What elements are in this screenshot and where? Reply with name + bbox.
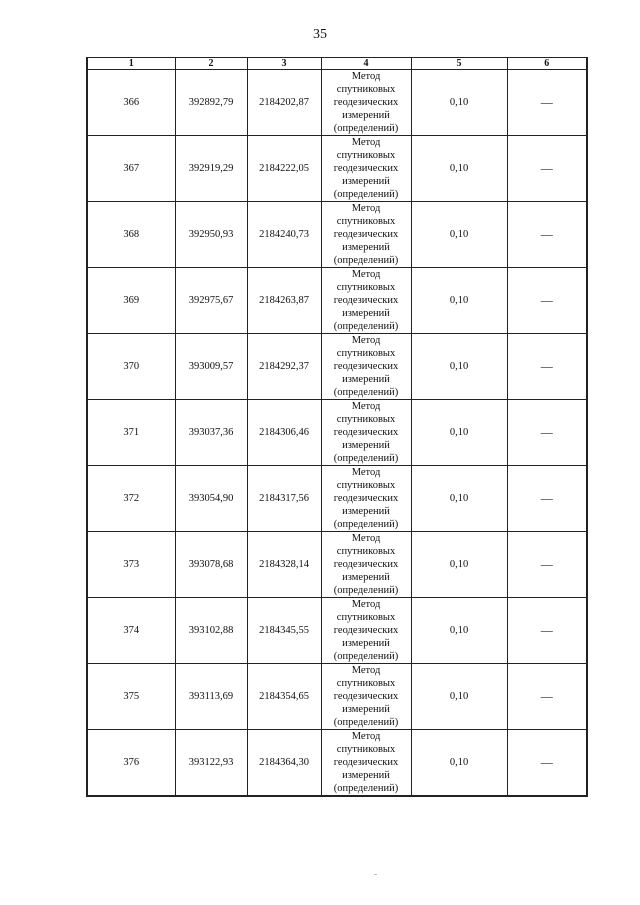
table-header-row bbox=[87, 58, 587, 70]
method-line: геодезических bbox=[333, 229, 399, 240]
point-number-cell: 369 bbox=[87, 268, 175, 334]
accuracy-cell: 0,10 bbox=[411, 400, 507, 466]
y-coordinate-cell: 2184345,55 bbox=[247, 598, 321, 664]
x-coordinate-cell: 393113,69 bbox=[175, 664, 247, 730]
method-line: измерений bbox=[342, 770, 390, 781]
method-line: спутниковых bbox=[336, 744, 396, 755]
note-cell: — bbox=[507, 70, 587, 136]
accuracy-cell: 0,10 bbox=[411, 202, 507, 268]
method-cell bbox=[321, 334, 411, 400]
method-cell bbox=[321, 136, 411, 202]
table-row bbox=[87, 202, 587, 268]
method-line: геодезических bbox=[333, 163, 399, 174]
method-line: Метод bbox=[351, 71, 381, 82]
accuracy-cell: 0,10 bbox=[411, 70, 507, 136]
method-line: геодезических bbox=[333, 691, 399, 702]
method-cell bbox=[321, 664, 411, 730]
method-line: измерений bbox=[342, 110, 390, 121]
method-line: геодезических bbox=[333, 361, 399, 372]
x-coordinate-cell: 392975,67 bbox=[175, 268, 247, 334]
method-line: Метод bbox=[351, 137, 381, 148]
method-line: измерений bbox=[342, 506, 390, 517]
method-line: спутниковых bbox=[336, 84, 396, 95]
method-line: Метод bbox=[351, 731, 381, 742]
method-line: (определений) bbox=[333, 783, 399, 794]
point-number-cell: 371 bbox=[87, 400, 175, 466]
y-coordinate-cell: 2184364,30 bbox=[247, 730, 321, 797]
accuracy-cell: 0,10 bbox=[411, 136, 507, 202]
x-coordinate-cell: 393054,90 bbox=[175, 466, 247, 532]
accuracy-cell: 0,10 bbox=[411, 664, 507, 730]
method-line: Метод bbox=[351, 467, 381, 478]
point-number-cell: 375 bbox=[87, 664, 175, 730]
method-line: геодезических bbox=[333, 625, 399, 636]
method-cell bbox=[321, 730, 411, 797]
note-cell: — bbox=[507, 664, 587, 730]
x-coordinate-cell: 393009,57 bbox=[175, 334, 247, 400]
method-line: (определений) bbox=[333, 387, 399, 398]
method-line: спутниковых bbox=[336, 282, 396, 293]
method-line: спутниковых bbox=[336, 678, 396, 689]
accuracy-cell: 0,10 bbox=[411, 334, 507, 400]
accuracy-cell: 0,10 bbox=[411, 268, 507, 334]
method-line: измерений bbox=[342, 440, 390, 451]
method-cell bbox=[321, 268, 411, 334]
method-line: спутниковых bbox=[336, 150, 396, 161]
y-coordinate-cell: 2184317,56 bbox=[247, 466, 321, 532]
method-cell bbox=[321, 598, 411, 664]
method-line: (определений) bbox=[333, 717, 399, 728]
accuracy-cell: 0,10 bbox=[411, 466, 507, 532]
x-coordinate-cell: 392919,29 bbox=[175, 136, 247, 202]
method-line: геодезических bbox=[333, 427, 399, 438]
y-coordinate-cell: 2184240,73 bbox=[247, 202, 321, 268]
note-cell: — bbox=[507, 730, 587, 797]
point-number-cell: 368 bbox=[87, 202, 175, 268]
method-line: (определений) bbox=[333, 585, 399, 596]
method-line: геодезических bbox=[333, 757, 399, 768]
y-coordinate-cell: 2184354,65 bbox=[247, 664, 321, 730]
method-line: измерений bbox=[342, 572, 390, 583]
x-coordinate-cell: 393102,88 bbox=[175, 598, 247, 664]
method-line: спутниковых bbox=[336, 216, 396, 227]
column-header: 5 bbox=[411, 58, 507, 70]
method-line: измерений bbox=[342, 242, 390, 253]
column-header: 4 bbox=[321, 58, 411, 70]
accuracy-cell: 0,10 bbox=[411, 598, 507, 664]
x-coordinate-cell: 392892,79 bbox=[175, 70, 247, 136]
y-coordinate-cell: 2184306,46 bbox=[247, 400, 321, 466]
table-row bbox=[87, 268, 587, 334]
method-line: геодезических bbox=[333, 559, 399, 570]
method-line: (определений) bbox=[333, 453, 399, 464]
method-cell bbox=[321, 202, 411, 268]
scan-speck bbox=[374, 874, 377, 875]
method-line: спутниковых bbox=[336, 348, 396, 359]
note-cell: — bbox=[507, 532, 587, 598]
method-line: спутниковых bbox=[336, 480, 396, 491]
note-cell: — bbox=[507, 268, 587, 334]
method-line: (определений) bbox=[333, 123, 399, 134]
method-line: Метод bbox=[351, 269, 381, 280]
accuracy-cell: 0,10 bbox=[411, 730, 507, 797]
table-row bbox=[87, 664, 587, 730]
x-coordinate-cell: 392950,93 bbox=[175, 202, 247, 268]
y-coordinate-cell: 2184202,87 bbox=[247, 70, 321, 136]
method-cell bbox=[321, 400, 411, 466]
y-coordinate-cell: 2184263,87 bbox=[247, 268, 321, 334]
point-number-cell: 367 bbox=[87, 136, 175, 202]
x-coordinate-cell: 393122,93 bbox=[175, 730, 247, 797]
table-row bbox=[87, 334, 587, 400]
method-line: геодезических bbox=[333, 493, 399, 504]
note-cell: — bbox=[507, 598, 587, 664]
y-coordinate-cell: 2184292,37 bbox=[247, 334, 321, 400]
method-line: измерений bbox=[342, 176, 390, 187]
point-number-cell: 374 bbox=[87, 598, 175, 664]
point-number-cell: 376 bbox=[87, 730, 175, 797]
note-cell: — bbox=[507, 202, 587, 268]
column-header: 3 bbox=[247, 58, 321, 70]
note-cell: — bbox=[507, 400, 587, 466]
table-row bbox=[87, 70, 587, 136]
method-line: геодезических bbox=[333, 97, 399, 108]
point-number-cell: 373 bbox=[87, 532, 175, 598]
table-body bbox=[87, 70, 587, 797]
table-row bbox=[87, 400, 587, 466]
column-header: 6 bbox=[507, 58, 587, 70]
method-cell bbox=[321, 70, 411, 136]
table-row bbox=[87, 598, 587, 664]
method-line: (определений) bbox=[333, 189, 399, 200]
method-line: (определений) bbox=[333, 255, 399, 266]
table-row bbox=[87, 532, 587, 598]
method-cell bbox=[321, 466, 411, 532]
method-line: спутниковых bbox=[336, 546, 396, 557]
method-line: Метод bbox=[351, 599, 381, 610]
y-coordinate-cell: 2184328,14 bbox=[247, 532, 321, 598]
coordinates-table bbox=[86, 57, 588, 797]
method-line: (определений) bbox=[333, 321, 399, 332]
accuracy-cell: 0,10 bbox=[411, 532, 507, 598]
method-line: Метод bbox=[351, 335, 381, 346]
table-row bbox=[87, 730, 587, 797]
method-line: спутниковых bbox=[336, 612, 396, 623]
x-coordinate-cell: 393037,36 bbox=[175, 400, 247, 466]
table-row bbox=[87, 466, 587, 532]
method-line: измерений bbox=[342, 638, 390, 649]
method-line: измерений bbox=[342, 704, 390, 715]
method-cell bbox=[321, 532, 411, 598]
point-number-cell: 372 bbox=[87, 466, 175, 532]
column-header: 1 bbox=[87, 58, 175, 70]
column-header: 2 bbox=[175, 58, 247, 70]
note-cell: — bbox=[507, 334, 587, 400]
point-number-cell: 370 bbox=[87, 334, 175, 400]
x-coordinate-cell: 393078,68 bbox=[175, 532, 247, 598]
method-line: измерений bbox=[342, 374, 390, 385]
method-line: Метод bbox=[351, 203, 381, 214]
method-line: Метод bbox=[351, 533, 381, 544]
table-row bbox=[87, 136, 587, 202]
method-line: Метод bbox=[351, 401, 381, 412]
point-number-cell: 366 bbox=[87, 70, 175, 136]
note-cell: — bbox=[507, 136, 587, 202]
method-line: (определений) bbox=[333, 519, 399, 530]
y-coordinate-cell: 2184222,05 bbox=[247, 136, 321, 202]
method-line: геодезических bbox=[333, 295, 399, 306]
method-line: (определений) bbox=[333, 651, 399, 662]
method-line: измерений bbox=[342, 308, 390, 319]
note-cell: — bbox=[507, 466, 587, 532]
method-line: спутниковых bbox=[336, 414, 396, 425]
method-line: Метод bbox=[351, 665, 381, 676]
page-number: 35 bbox=[313, 27, 327, 42]
